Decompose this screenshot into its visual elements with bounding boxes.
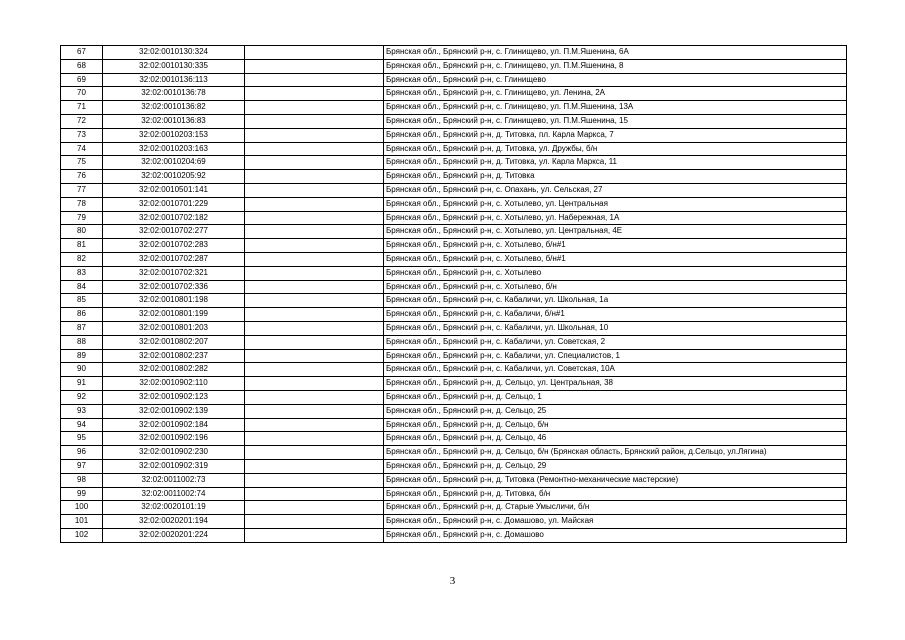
row-number-cell: 101 — [61, 515, 103, 529]
row-number-cell: 80 — [61, 225, 103, 239]
table-row — [61, 252, 847, 266]
row-number-cell: 73 — [61, 128, 103, 142]
cadastral-number-cell: 32:02:0010801:203 — [103, 321, 245, 335]
row-number-cell: 87 — [61, 321, 103, 335]
address-cell: Брянская обл., Брянский р-н, с. Глинищево, ул. П.М.Яшенина, 8 — [384, 59, 847, 73]
empty-cell — [245, 73, 384, 87]
empty-cell — [245, 377, 384, 391]
empty-cell — [245, 459, 384, 473]
cadastral-number-cell: 32:02:0020101:19 — [103, 501, 245, 515]
cadastral-number-cell: 32:02:0010702:283 — [103, 239, 245, 253]
row-number-cell: 81 — [61, 239, 103, 253]
table-row — [61, 142, 847, 156]
row-number-cell: 90 — [61, 363, 103, 377]
table-row — [61, 280, 847, 294]
table-row — [61, 239, 847, 253]
cadastral-number-cell: 32:02:0010701:229 — [103, 197, 245, 211]
empty-cell — [245, 266, 384, 280]
address-cell: Брянская обл., Брянский р-н, с. Домашово, ул. Майская — [384, 515, 847, 529]
cadastral-number-cell: 32:02:0011002:74 — [103, 487, 245, 501]
table-row — [61, 114, 847, 128]
table-row — [61, 446, 847, 460]
address-cell: Брянская обл., Брянский р-н, д. Титовка (Ремонтно-механические мастерские) — [384, 473, 847, 487]
cadastral-number-cell: 32:02:0010136:83 — [103, 114, 245, 128]
address-cell: Брянская обл., Брянский р-н, с. Хотылево, б/н#1 — [384, 239, 847, 253]
row-number-cell: 97 — [61, 459, 103, 473]
cadastral-number-cell: 32:02:0010801:199 — [103, 308, 245, 322]
empty-cell — [245, 515, 384, 529]
address-cell: Брянская обл., Брянский р-н, с. Кабаличи, ул. Советская, 2 — [384, 335, 847, 349]
cadastral-number-cell: 32:02:0010702:287 — [103, 252, 245, 266]
cadastral-number-cell: 32:02:0020201:224 — [103, 528, 245, 542]
cadastral-number-cell: 32:02:0010902:319 — [103, 459, 245, 473]
table-row — [61, 404, 847, 418]
address-cell: Брянская обл., Брянский р-н, с. Хотылево, б/н — [384, 280, 847, 294]
table-row — [61, 432, 847, 446]
cadastral-number-cell: 32:02:0010136:78 — [103, 87, 245, 101]
cadastral-number-cell: 32:02:0020201:194 — [103, 515, 245, 529]
address-cell: Брянская обл., Брянский р-н, д. Старые Умысличи, б/н — [384, 501, 847, 515]
address-cell: Брянская обл., Брянский р-н, с. Глинищево, ул. П.М.Яшенина, 15 — [384, 114, 847, 128]
row-number-cell: 78 — [61, 197, 103, 211]
empty-cell — [245, 239, 384, 253]
table-row — [61, 294, 847, 308]
cadastral-number-cell: 32:02:0010902:184 — [103, 418, 245, 432]
table-row — [61, 101, 847, 115]
row-number-cell: 82 — [61, 252, 103, 266]
row-number-cell: 91 — [61, 377, 103, 391]
row-number-cell: 75 — [61, 156, 103, 170]
cadastral-number-cell: 32:02:0010136:113 — [103, 73, 245, 87]
cadastral-number-cell: 32:02:0010902:230 — [103, 446, 245, 460]
address-cell: Брянская обл., Брянский р-н, с. Хотылево, б/н#1 — [384, 252, 847, 266]
cadastral-number-cell: 32:02:0010130:324 — [103, 46, 245, 60]
row-number-cell: 88 — [61, 335, 103, 349]
empty-cell — [245, 252, 384, 266]
empty-cell — [245, 170, 384, 184]
address-cell: Брянская обл., Брянский р-н, д. Титовка — [384, 170, 847, 184]
address-cell: Брянская обл., Брянский р-н, с. Хотылево — [384, 266, 847, 280]
address-cell: Брянская обл., Брянский р-н, д. Сельцо, 46 — [384, 432, 847, 446]
row-number-cell: 86 — [61, 308, 103, 322]
table-row — [61, 349, 847, 363]
cadastral-number-cell: 32:02:0010802:207 — [103, 335, 245, 349]
table-body — [61, 46, 847, 543]
table-row — [61, 87, 847, 101]
empty-cell — [245, 280, 384, 294]
empty-cell — [245, 308, 384, 322]
table-row — [61, 335, 847, 349]
row-number-cell: 96 — [61, 446, 103, 460]
empty-cell — [245, 128, 384, 142]
address-cell: Брянская обл., Брянский р-н, с. Кабаличи, б/н#1 — [384, 308, 847, 322]
address-cell: Брянская обл., Брянский р-н, д. Сельцо, б/н (Брянская область, Брянский район, д.Сельцо, ул.Лягина) — [384, 446, 847, 460]
cadastral-number-cell: 32:02:0010203:163 — [103, 142, 245, 156]
page-number: 3 — [449, 575, 456, 587]
table-row — [61, 170, 847, 184]
table-row — [61, 128, 847, 142]
cadastral-number-cell: 32:02:0010702:336 — [103, 280, 245, 294]
cadastral-number-cell: 32:02:0010802:237 — [103, 349, 245, 363]
row-number-cell: 68 — [61, 59, 103, 73]
row-number-cell: 69 — [61, 73, 103, 87]
cadastral-number-cell: 32:02:0010902:139 — [103, 404, 245, 418]
row-number-cell: 79 — [61, 211, 103, 225]
empty-cell — [245, 59, 384, 73]
property-register-table — [60, 45, 847, 543]
table-row — [61, 59, 847, 73]
empty-cell — [245, 528, 384, 542]
table-row — [61, 501, 847, 515]
empty-cell — [245, 114, 384, 128]
empty-cell — [245, 446, 384, 460]
table-row — [61, 377, 847, 391]
row-number-cell: 99 — [61, 487, 103, 501]
row-number-cell: 72 — [61, 114, 103, 128]
row-number-cell: 94 — [61, 418, 103, 432]
empty-cell — [245, 87, 384, 101]
row-number-cell: 84 — [61, 280, 103, 294]
address-cell: Брянская обл., Брянский р-н, с. Кабаличи, ул. Специалистов, 1 — [384, 349, 847, 363]
table-row — [61, 473, 847, 487]
row-number-cell: 70 — [61, 87, 103, 101]
empty-cell — [245, 211, 384, 225]
empty-cell — [245, 473, 384, 487]
address-cell: Брянская обл., Брянский р-н, д. Сельцо, 29 — [384, 459, 847, 473]
address-cell: Брянская обл., Брянский р-н, с. Глинищево, ул. Ленина, 2А — [384, 87, 847, 101]
empty-cell — [245, 183, 384, 197]
address-cell: Брянская обл., Брянский р-н, д. Титовка, ул. Дружбы, б/н — [384, 142, 847, 156]
table-row — [61, 46, 847, 60]
table-row — [61, 363, 847, 377]
cadastral-number-cell: 32:02:0010205:92 — [103, 170, 245, 184]
cadastral-number-cell: 32:02:0010130:335 — [103, 59, 245, 73]
row-number-cell: 83 — [61, 266, 103, 280]
address-cell: Брянская обл., Брянский р-н, с. Кабаличи, ул. Школьная, 10 — [384, 321, 847, 335]
address-cell: Брянская обл., Брянский р-н, с. Глинищево, ул. П.М.Яшенина, 13А — [384, 101, 847, 115]
cadastral-number-cell: 32:02:0010902:123 — [103, 390, 245, 404]
table-row — [61, 528, 847, 542]
empty-cell — [245, 418, 384, 432]
address-cell: Брянская обл., Брянский р-н, с. Хотылево, ул. Центральная, 4Е — [384, 225, 847, 239]
row-number-cell: 93 — [61, 404, 103, 418]
cadastral-number-cell: 32:02:0010501:141 — [103, 183, 245, 197]
row-number-cell: 74 — [61, 142, 103, 156]
empty-cell — [245, 225, 384, 239]
table-row — [61, 73, 847, 87]
table-row — [61, 459, 847, 473]
table-row — [61, 308, 847, 322]
address-cell: Брянская обл., Брянский р-н, д. Титовка, ул. Карла Маркса, 11 — [384, 156, 847, 170]
address-cell: Брянская обл., Брянский р-н, с. Кабаличи, ул. Школьная, 1а — [384, 294, 847, 308]
address-cell: Брянская обл., Брянский р-н, с. Домашово — [384, 528, 847, 542]
empty-cell — [245, 335, 384, 349]
empty-cell — [245, 321, 384, 335]
address-cell: Брянская обл., Брянский р-н, с. Опахань, ул. Сельская, 27 — [384, 183, 847, 197]
empty-cell — [245, 487, 384, 501]
cadastral-number-cell: 32:02:0010136:82 — [103, 101, 245, 115]
row-number-cell: 77 — [61, 183, 103, 197]
table-row — [61, 183, 847, 197]
empty-cell — [245, 101, 384, 115]
row-number-cell: 89 — [61, 349, 103, 363]
address-cell: Брянская обл., Брянский р-н, д. Титовка, пл. Карла Маркса, 7 — [384, 128, 847, 142]
row-number-cell: 102 — [61, 528, 103, 542]
address-cell: Брянская обл., Брянский р-н, д. Сельцо, 25 — [384, 404, 847, 418]
table-row — [61, 515, 847, 529]
cadastral-number-cell: 32:02:0010204:69 — [103, 156, 245, 170]
cadastral-number-cell: 32:02:0010702:277 — [103, 225, 245, 239]
address-cell: Брянская обл., Брянский р-н, с. Глинищево, ул. П.М.Яшенина, 6А — [384, 46, 847, 60]
table-row — [61, 197, 847, 211]
table-row — [61, 390, 847, 404]
row-number-cell: 92 — [61, 390, 103, 404]
cadastral-number-cell: 32:02:0010902:110 — [103, 377, 245, 391]
empty-cell — [245, 501, 384, 515]
empty-cell — [245, 197, 384, 211]
table-row — [61, 266, 847, 280]
row-number-cell: 98 — [61, 473, 103, 487]
address-cell: Брянская обл., Брянский р-н, с. Хотылево, ул. Центральная — [384, 197, 847, 211]
cadastral-number-cell: 32:02:0010702:321 — [103, 266, 245, 280]
row-number-cell: 100 — [61, 501, 103, 515]
address-cell: Брянская обл., Брянский р-н, с. Кабаличи, ул. Советская, 10А — [384, 363, 847, 377]
empty-cell — [245, 156, 384, 170]
cadastral-number-cell: 32:02:0010702:182 — [103, 211, 245, 225]
address-cell: Брянская обл., Брянский р-н, д. Сельцо, б/н — [384, 418, 847, 432]
empty-cell — [245, 294, 384, 308]
table-row — [61, 156, 847, 170]
empty-cell — [245, 349, 384, 363]
row-number-cell: 71 — [61, 101, 103, 115]
cadastral-number-cell: 32:02:0010802:282 — [103, 363, 245, 377]
table-row — [61, 211, 847, 225]
address-cell: Брянская обл., Брянский р-н, д. Сельцо, ул. Центральная, 38 — [384, 377, 847, 391]
table-row — [61, 487, 847, 501]
empty-cell — [245, 46, 384, 60]
table-row — [61, 225, 847, 239]
table-row — [61, 321, 847, 335]
cadastral-number-cell: 32:02:0010203:153 — [103, 128, 245, 142]
empty-cell — [245, 363, 384, 377]
row-number-cell: 67 — [61, 46, 103, 60]
address-cell: Брянская обл., Брянский р-н, с. Глинищево — [384, 73, 847, 87]
address-cell: Брянская обл., Брянский р-н, д. Титовка, б/н — [384, 487, 847, 501]
cadastral-number-cell: 32:02:0011002:73 — [103, 473, 245, 487]
address-cell: Брянская обл., Брянский р-н, д. Сельцо, 1 — [384, 390, 847, 404]
cadastral-number-cell: 32:02:0010801:198 — [103, 294, 245, 308]
address-cell: Брянская обл., Брянский р-н, с. Хотылево, ул. Набережная, 1А — [384, 211, 847, 225]
cadastral-number-cell: 32:02:0010902:196 — [103, 432, 245, 446]
empty-cell — [245, 432, 384, 446]
empty-cell — [245, 390, 384, 404]
empty-cell — [245, 404, 384, 418]
row-number-cell: 76 — [61, 170, 103, 184]
empty-cell — [245, 142, 384, 156]
row-number-cell: 95 — [61, 432, 103, 446]
table-row — [61, 418, 847, 432]
row-number-cell: 85 — [61, 294, 103, 308]
